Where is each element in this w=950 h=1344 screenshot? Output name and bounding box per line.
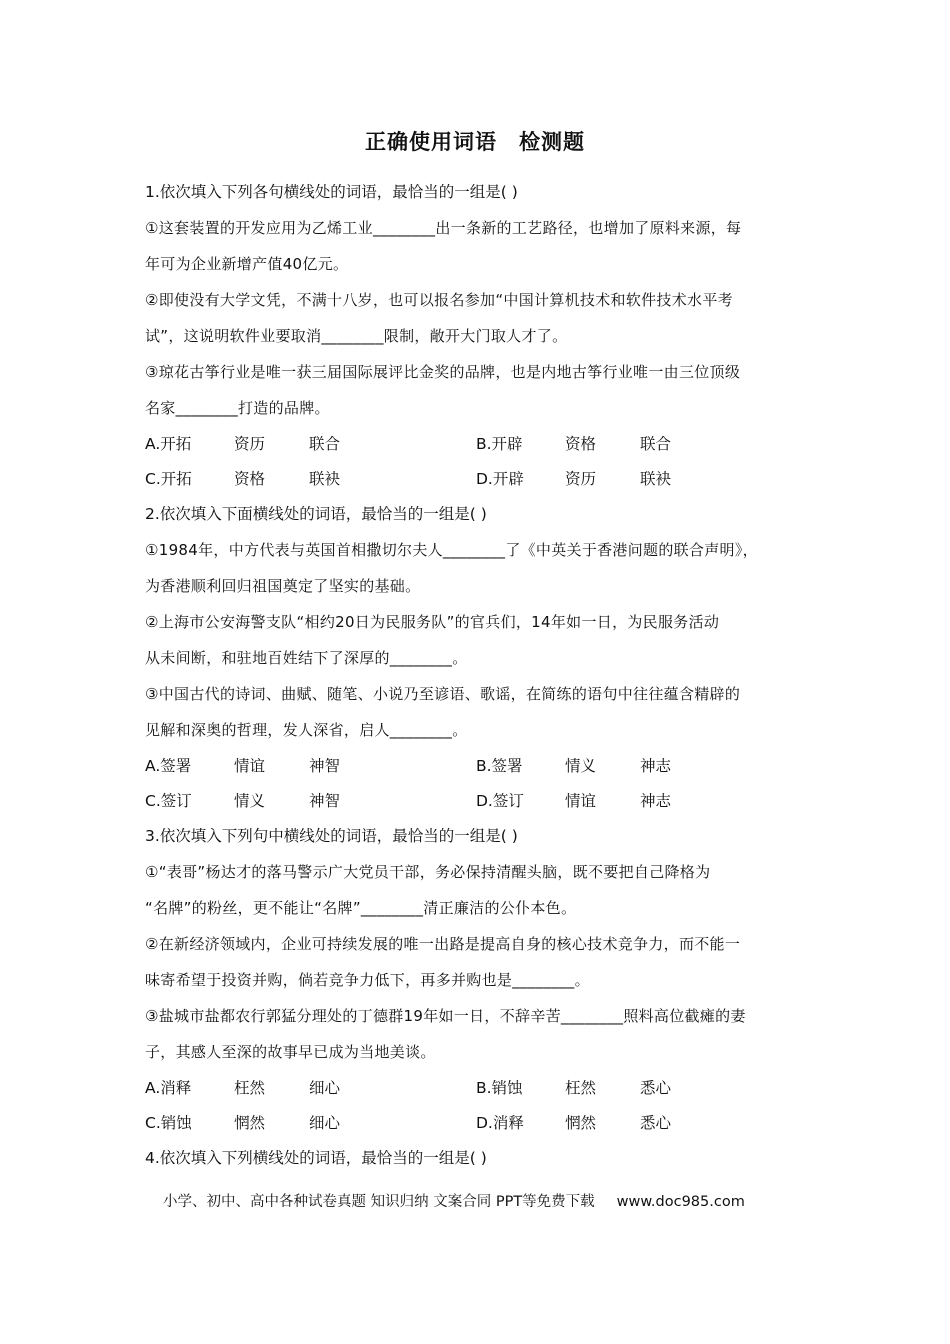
question-text-line: 试”，这说明软件业要取消________限制，敞开大门取人才了。 [145, 327, 568, 345]
question-text-line: 子，其感人至深的故事早已成为当地美谈。 [145, 1043, 436, 1061]
option-word: 惘然 [565, 1114, 597, 1132]
question-text-line: 年可为企业新增产值40亿元。 [145, 255, 349, 273]
answer-options-row [145, 789, 815, 824]
question-text-line: 为香港顺利回归祖国奠定了坚实的基础。 [145, 577, 421, 595]
option-label: D.开辟 [476, 470, 524, 488]
option-word: 联合 [309, 435, 341, 453]
option-word: 资格 [234, 470, 266, 488]
option-word: 枉然 [234, 1079, 266, 1097]
question-text-line: ①这套装置的开发应用为乙烯工业________出一条新的工艺路径，也增加了原料来源，每 [145, 219, 742, 237]
question-text-line: ②上海市公安海警支队“相约20日为民服务队”的官兵们，14年如一日，为民服务活动 [145, 613, 720, 631]
question-stem: 1.依次填入下列各句横线处的词语，最恰当的一组是( ) [145, 183, 518, 201]
option-word: 情谊 [565, 792, 597, 810]
question-stem: 2.依次填入下面横线处的词语，最恰当的一组是( ) [145, 505, 487, 523]
option-label: C.签订 [145, 792, 192, 810]
option-word: 联袂 [640, 470, 672, 488]
question-text-line: 从未间断，和驻地百姓结下了深厚的________。 [145, 649, 468, 667]
option-label: A.消释 [145, 1079, 192, 1097]
option-word: 细心 [309, 1079, 341, 1097]
question-stem: 3.依次填入下列句中横线处的词语，最恰当的一组是( ) [145, 827, 518, 845]
question-text-line: ③琼花古筝行业是唯一获三届国际展评比金奖的品牌，也是内地古筝行业唯一由三位顶级 [145, 363, 741, 381]
option-word: 资历 [234, 435, 266, 453]
option-label: C.销蚀 [145, 1114, 192, 1132]
option-word: 惘然 [234, 1114, 266, 1132]
answer-options-row [145, 1076, 815, 1111]
question-text-line: ①1984年，中方代表与英国首相撒切尔夫人________了《中英关于香港问题的联合声明》， [145, 541, 758, 559]
option-word: 情谊 [234, 757, 266, 775]
option-label: A.开拓 [145, 435, 192, 453]
option-word: 情义 [234, 792, 266, 810]
option-word: 枉然 [565, 1079, 597, 1097]
question-text-line: 名家________打造的品牌。 [145, 399, 330, 417]
option-word: 情义 [565, 757, 597, 775]
option-word: 神志 [640, 757, 672, 775]
option-word: 资历 [565, 470, 597, 488]
footer-url[interactable]: www.doc985.com [616, 1194, 745, 1210]
footer-text: 小学、初中、高中各种试卷真题 知识归纳 文案合同 PPT等免费下载 [163, 1194, 595, 1210]
question-text-line: ①“表哥”杨达才的落马警示广大党员干部，务必保持清醒头脑，既不要把自己降格为 [145, 863, 711, 881]
answer-options-row [145, 1111, 815, 1146]
question-stem: 4.依次填入下列横线处的词语，最恰当的一组是( ) [145, 1149, 487, 1167]
option-word: 神志 [640, 792, 672, 810]
option-word: 联合 [640, 435, 672, 453]
page-title: 正确使用词语 检测题 [365, 130, 585, 154]
option-word: 细心 [309, 1114, 341, 1132]
question-text-line: ③中国古代的诗词、曲赋、随笔、小说乃至谚语、歌谣，在简练的语句中往往蕴含精辟的 [145, 685, 741, 703]
question-list [145, 180, 815, 1182]
question-text-line: “名牌”的粉丝，更不能让“名牌”________清正廉洁的公仆本色。 [145, 899, 577, 917]
option-word: 资格 [565, 435, 597, 453]
answer-options-row [145, 432, 815, 467]
option-word: 悉心 [640, 1114, 672, 1132]
question-text-line: ②在新经济领域内，企业可持续发展的唯一出路是提高自身的核心技术竞争力，而不能一 [145, 935, 741, 953]
option-word: 神智 [309, 757, 341, 775]
option-word: 悉心 [640, 1079, 672, 1097]
answer-options-row [145, 467, 815, 502]
option-word: 联袂 [309, 470, 341, 488]
option-word: 神智 [309, 792, 341, 810]
option-label: A.签署 [145, 757, 192, 775]
answer-options-row [145, 754, 815, 789]
option-label: C.开拓 [145, 470, 192, 488]
option-label: B.开辟 [476, 435, 523, 453]
question-text-line: 见解和深奥的哲理，发人深省，启人________。 [145, 721, 468, 739]
question-text-line: 味寄希望于投资并购，倘若竞争力低下，再多并购也是________。 [145, 971, 590, 989]
option-label: D.消释 [476, 1114, 524, 1132]
option-label: B.签署 [476, 757, 523, 775]
option-label: D.签订 [476, 792, 524, 810]
option-label: B.销蚀 [476, 1079, 523, 1097]
question-text-line: ③盐城市盐都农行郭猛分理处的丁德群19年如一日，不辞辛苦________照料高位截瘫的妻 [145, 1007, 746, 1025]
footer [163, 1190, 745, 1211]
question-text-line: ②即使没有大学文凭，不满十八岁，也可以报名参加“中国计算机技术和软件技术水平考 [145, 291, 733, 309]
